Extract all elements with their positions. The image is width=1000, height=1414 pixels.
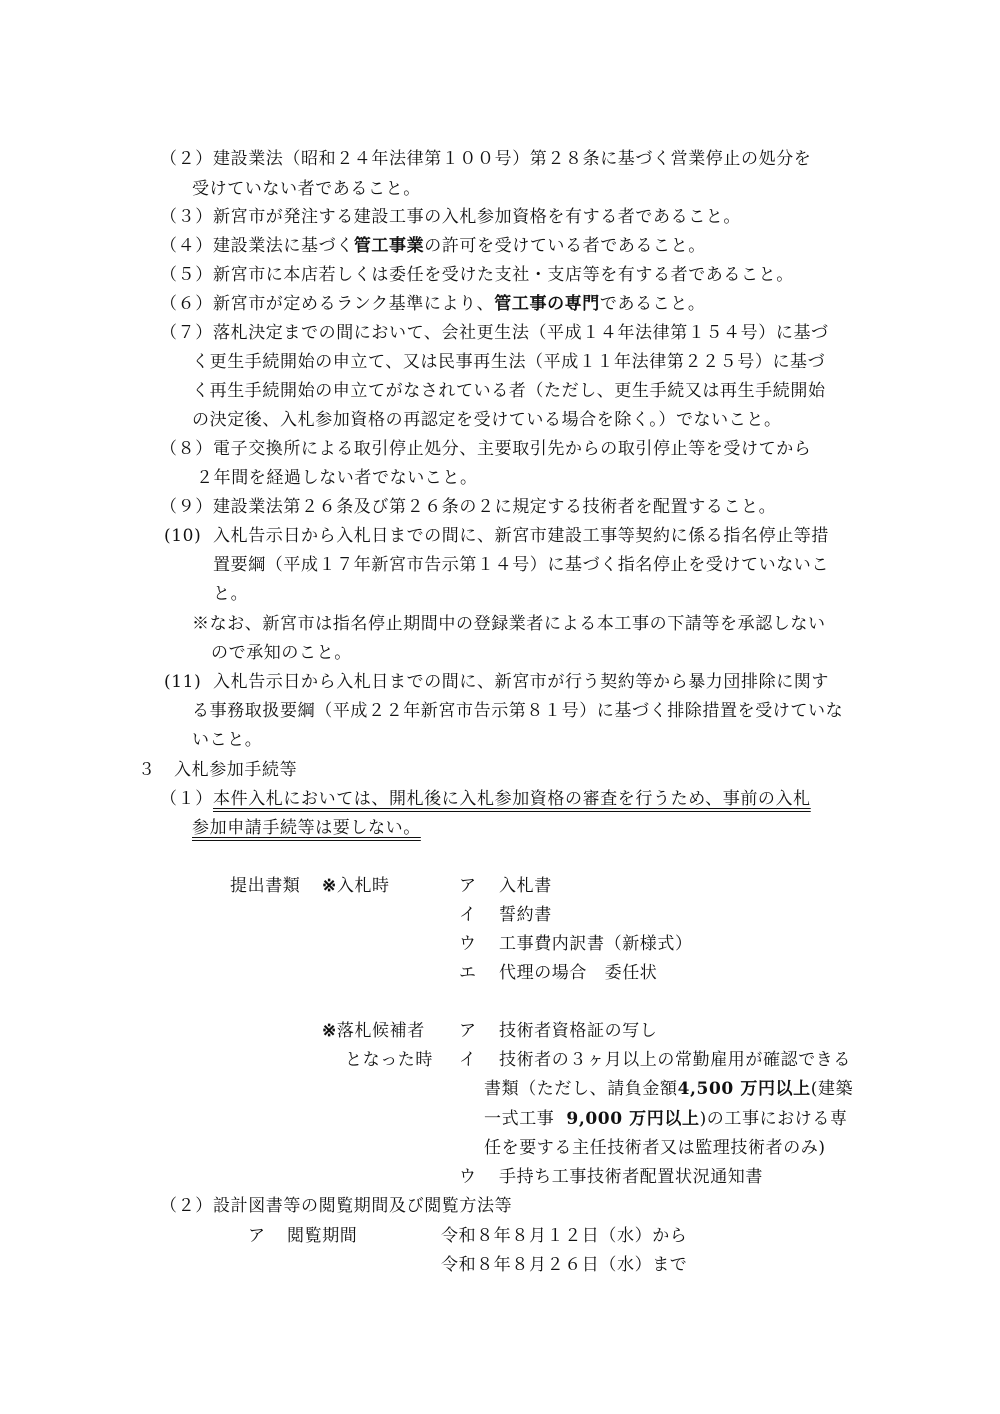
section-3-number: ３ [138,760,156,780]
item-6-bold: 管工事の専門 [494,294,600,314]
candidate-label-text: 落札候補者 [336,1021,425,1041]
period-from: 令和８年８月１２日（水）から [441,1226,688,1246]
candidate-label-cont: となった時 [345,1050,433,1070]
item-4-text [213,235,706,257]
item-10-text: 入札告示日から入札日までの間に、新宮市建設工事等契約に係る指名停止等措 [213,526,829,546]
doc-c-key: ウ [459,934,477,954]
item-11-text: 入札告示日から入札日までの間に、新宮市が行う契約等から暴力団排除に関す [213,672,829,692]
item-6-text [213,293,705,315]
candidate-a-key: ア [459,1021,477,1041]
item-3-text: 新宮市が発注する建設工事の入札参加資格を有する者であること。 [213,207,741,227]
item-10-text-cont: と。 [213,584,249,604]
item-10-note: ※なお、新宮市は指名停止期間中の登録業者による本工事の下請等を承認しない [192,614,826,634]
candidate-i-line3-post: )の工事における専 [699,1109,848,1129]
doc-d-value: 代理の場合 委任状 [499,963,658,983]
item-6-post: であること。 [599,294,706,314]
item-10-note-cont: ので承知のこと。 [211,643,352,663]
item-2-number: （２） [160,149,213,169]
candidate-i-line2-pre: 書類（ただし、請負金額 [484,1079,678,1099]
item-8-text: 電子交換所による取引停止処分、主要取引先からの取引停止等を受けてから [213,439,812,459]
period-to: 令和８年８月２６日（水）まで [441,1255,688,1275]
section-3-heading: 入札参加手続等 [174,760,298,780]
item-3-number: （３） [160,207,213,227]
period-label: 閲覧期間 [287,1226,358,1246]
item-8-text-cont: ２年間を経過しない者でないこと。 [196,468,478,488]
candidate-i-value-cont [484,1108,848,1130]
item-9-text: 建設業法第２６条及び第２６条の２に規定する技術者を配置すること。 [213,497,777,517]
section-3-item-1-number: （１） [160,789,213,809]
item-7-text: 落札決定までの間において、会社更生法（平成１４年法律第１５４号）に基づ [213,323,829,343]
amount-threshold-building: 9,000 万円以上 [566,1109,700,1129]
item-7-text-cont: く再生手続開始の申立てがなされている者（ただし、更生手続又は再生手続開始 [192,381,826,401]
note-mark-icon: ※ [322,1021,337,1041]
section-3-item-1-text-cont: 参加申請手続等は要しない。 [192,818,421,838]
candidate-i-key: イ [459,1050,477,1070]
item-2-text-cont: 受けていない者であること。 [192,179,421,199]
doc-b-key: イ [459,905,477,925]
at-bid-label [322,875,390,897]
item-4-number: （４） [160,236,213,256]
item-4-bold: 管工事業 [353,236,425,256]
at-bid-label-text: 入札時 [336,876,390,896]
note-mark-icon: ※ [322,876,337,896]
item-7-text-cont: く更生手続開始の申立て、又は民事再生法（平成１１年法律第２２５号）に基づ [192,352,826,372]
item-5-number: （５） [160,265,213,285]
item-5-text: 新宮市に本店若しくは委任を受けた支社・支店等を有する者であること。 [213,265,794,285]
item-10-text-cont: 置要綱（平成１７年新宮市告示第１４号）に基づく指名停止を受けていないこ [213,555,829,575]
amount-threshold: 4,500 万円以上 [677,1079,811,1099]
doc-c-value: 工事費内訳書（新様式） [499,934,693,954]
candidate-i-value-cont: 任を要する主任技術者又は監理技術者のみ) [484,1138,826,1158]
section-3-item-2-number: （２） [160,1196,213,1216]
candidate-i-line2-post: (建築 [810,1079,854,1099]
item-9-number: （９） [160,497,213,517]
item-4-post: の許可を受けている者であること。 [424,236,706,256]
submission-docs-label: 提出書類 [230,876,301,896]
candidate-u-key: ウ [459,1167,477,1187]
item-11-number: (11) [164,672,202,692]
item-8-number: （８） [160,439,213,459]
period-key: ア [248,1226,266,1246]
candidate-a-value: 技術者資格証の写し [499,1021,658,1041]
item-4-pre: 建設業法に基づく [213,236,354,256]
item-6-pre: 新宮市が定めるランク基準により、 [213,294,495,314]
candidate-i-value-cont [484,1078,853,1100]
item-7-text-cont: の決定後、入札参加資格の再認定を受けている場合を除く。）でないこと。 [192,410,782,430]
doc-a-value: 入札書 [499,876,552,896]
candidate-label [322,1020,425,1042]
item-10-number: (10) [164,526,202,546]
item-7-number: （７） [160,323,213,343]
item-2-text: 建設業法（昭和２４年法律第１００号）第２８条に基づく営業停止の処分を [213,149,812,169]
doc-b-value: 誓約書 [499,905,552,925]
item-11-text-cont: る事務取扱要綱（平成２２年新宮市告示第８１号）に基づく排除措置を受けていな [192,701,844,721]
section-3-item-1-text: 本件入札においては、開札後に入札参加資格の審査を行うため、事前の入札 [213,789,811,809]
candidate-i-line3-pre: 一式工事 [484,1109,555,1129]
candidate-u-value: 手持ち工事技術者配置状況通知書 [499,1167,763,1187]
doc-a-key: ア [459,876,477,896]
item-11-text-cont: いこと。 [192,730,263,750]
section-3-item-2-text: 設計図書等の閲覧期間及び閲覧方法等 [213,1196,513,1216]
doc-d-key: エ [459,963,477,983]
candidate-i-value: 技術者の３ヶ月以上の常勤雇用が確認できる [499,1050,851,1070]
item-6-number: （６） [160,294,213,314]
